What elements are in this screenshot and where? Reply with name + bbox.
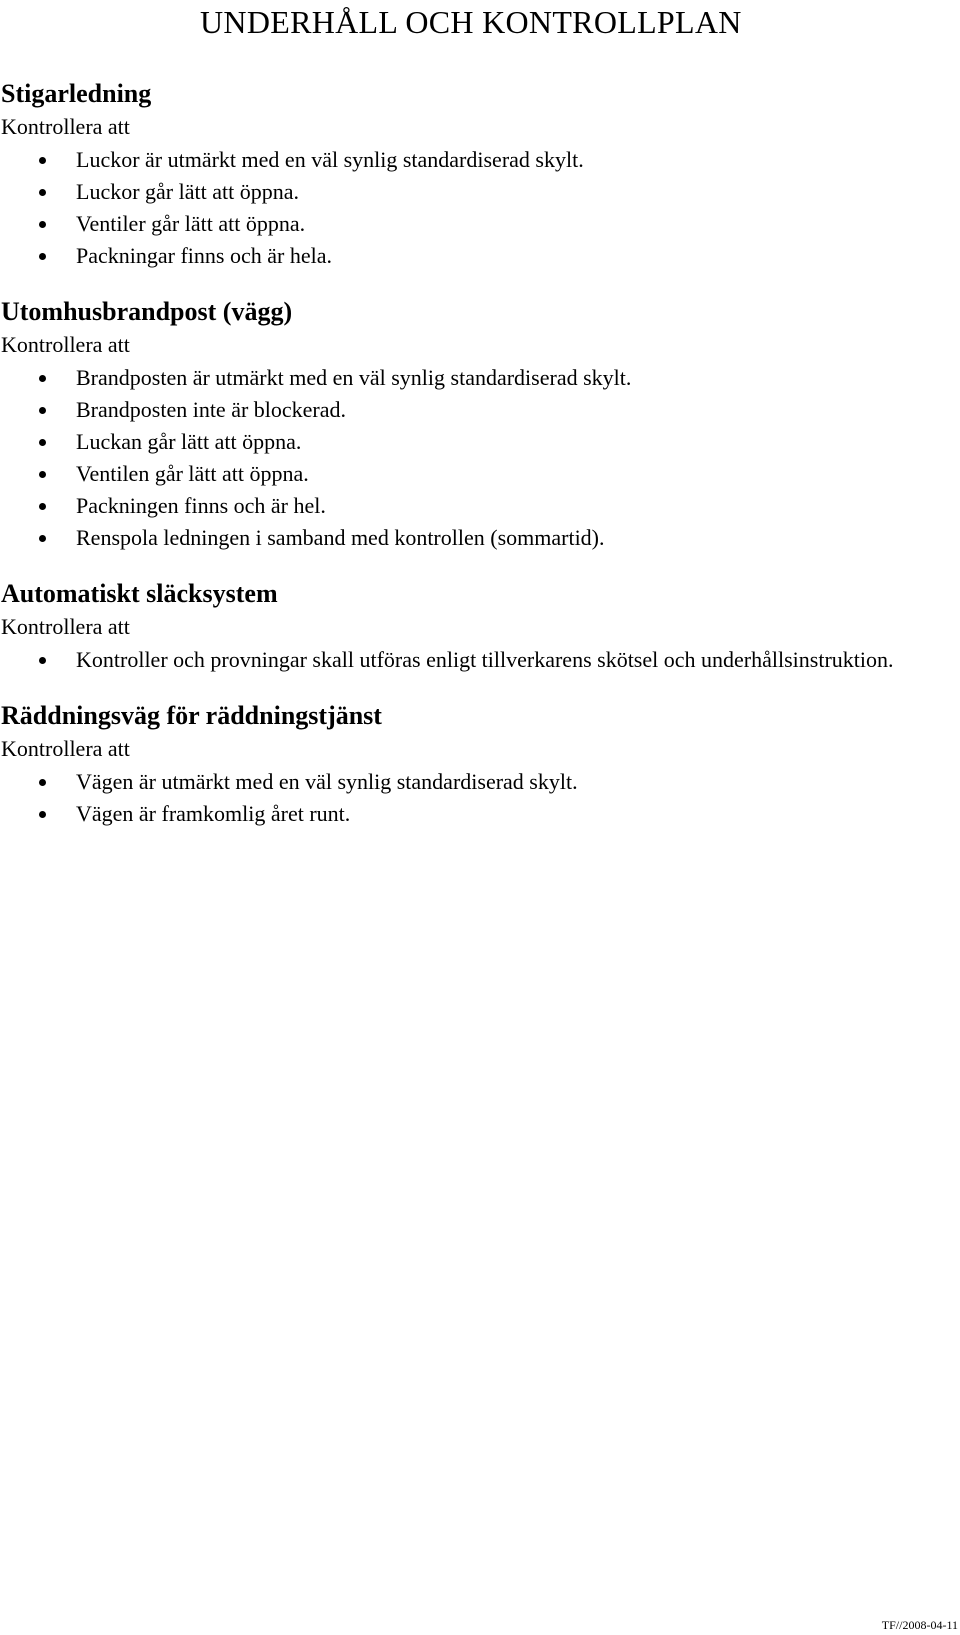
checklist [1,144,951,272]
list-item [1,176,951,208]
bullet-icon [39,189,46,196]
list-item-text: Vägen är framkomlig året runt. [76,801,351,826]
list-item-text: Ventiler går lätt att öppna. [76,211,306,236]
bullet-icon [39,471,46,478]
list-item [1,644,951,676]
checklist [1,644,951,676]
bullet-icon [39,503,46,510]
section-heading: Räddningsväg för räddningstjänst [1,701,382,730]
bullet-icon [39,439,46,446]
list-item-text: Ventilen går lätt att öppna. [76,461,309,486]
list-item [1,394,951,426]
list-item [1,458,951,490]
bullet-icon [39,657,46,664]
section-intro: Kontrollera att [1,114,130,139]
section-heading: Automatiskt släcksystem [1,579,278,608]
page-title: UNDERHÅLL OCH KONTROLLPLAN [200,4,742,40]
list-item-text: Brandposten är utmärkt med en väl synlig standardiserad skylt. [76,365,632,390]
list-item-text: Luckan går lätt att öppna. [76,429,302,454]
list-item-text: Packningar finns och är hela. [76,243,332,268]
list-item [1,522,951,554]
list-item [1,208,951,240]
list-item [1,240,951,272]
section-automatiskt-slacksystem [1,576,951,676]
list-item [1,362,951,394]
section-utomhusbrandpost [1,294,951,554]
section-heading: Utomhusbrandpost (vägg) [1,297,293,326]
checklist [1,362,951,554]
bullet-icon [39,811,46,818]
list-item-text: Renspola ledningen i samband med kontrollen (sommartid). [76,525,605,550]
list-item-text: Kontroller och provningar skall utföras enligt tillverkarens skötsel och underhållsinstruktion. [76,647,894,672]
list-item-text: Luckor är utmärkt med en väl synlig standardiserad skylt. [76,147,584,172]
list-item-text: Brandposten inte är blockerad. [76,397,347,422]
list-item-text: Vägen är utmärkt med en väl synlig standardiserad skylt. [76,769,578,794]
document-body [1,76,951,852]
section-raddningsvag [1,698,951,830]
list-item-text: Luckor går lätt att öppna. [76,179,299,204]
bullet-icon [39,253,46,260]
section-intro: Kontrollera att [1,614,130,639]
section-heading: Stigarledning [1,79,152,108]
bullet-icon [39,535,46,542]
list-item-text: Packningen finns och är hel. [76,493,326,518]
section-intro: Kontrollera att [1,736,130,761]
bullet-icon [39,779,46,786]
section-stigarledning [1,76,951,272]
list-item [1,490,951,522]
list-item [1,766,951,798]
list-item [1,798,951,830]
list-item [1,144,951,176]
bullet-icon [39,375,46,382]
bullet-icon [39,407,46,414]
list-item [1,426,951,458]
checklist [1,766,951,830]
section-intro: Kontrollera att [1,332,130,357]
bullet-icon [39,157,46,164]
bullet-icon [39,221,46,228]
document-footer: TF//2008-04-11 [881,1618,958,1632]
